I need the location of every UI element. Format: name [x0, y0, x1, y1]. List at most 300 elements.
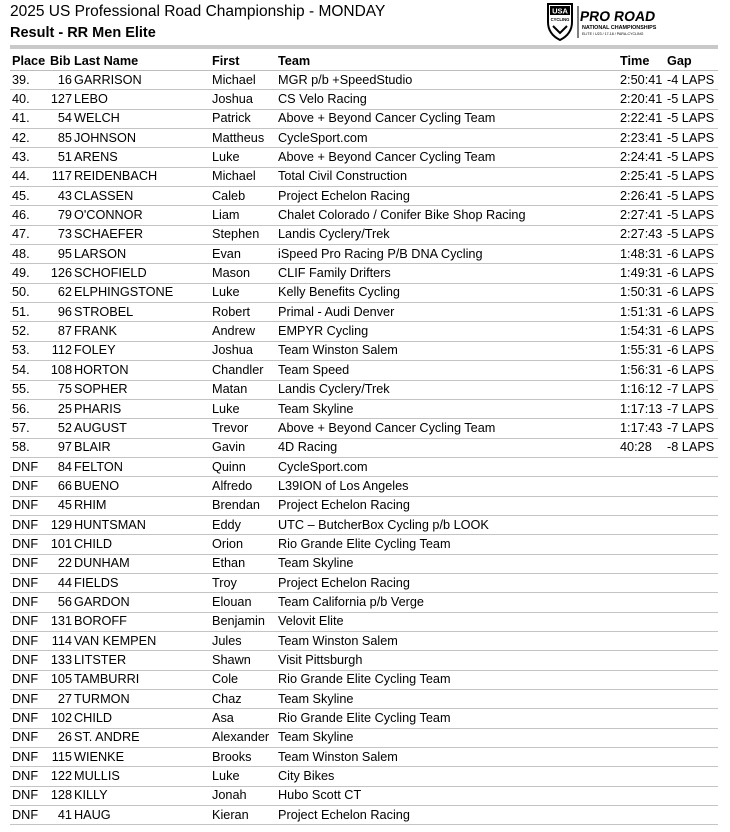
- place-cell: DNF: [10, 690, 48, 709]
- time-cell: 2:50:41: [618, 71, 665, 90]
- gap-cell: -7 LAPS: [665, 380, 718, 399]
- team-cell: Visit Pittsburgh: [276, 651, 618, 670]
- last-name-cell: LEBO: [72, 90, 210, 109]
- table-row: [10, 631, 718, 650]
- bib-cell: 115: [48, 748, 72, 767]
- first-name-cell: Troy: [210, 573, 276, 592]
- table-row: [10, 187, 718, 206]
- first-name-cell: Luke: [210, 399, 276, 418]
- gap-cell: -5 LAPS: [665, 129, 718, 148]
- column-header-bib: Bib: [48, 51, 72, 71]
- table-row: [10, 670, 718, 689]
- first-name-cell: Mason: [210, 264, 276, 283]
- gap-cell: -7 LAPS: [665, 419, 718, 438]
- last-name-cell: FOLEY: [72, 341, 210, 360]
- team-cell: L39ION of Los Angeles: [276, 477, 618, 496]
- gap-cell: -5 LAPS: [665, 187, 718, 206]
- last-name-cell: LARSON: [72, 245, 210, 264]
- last-name-cell: ARENS: [72, 148, 210, 167]
- time-cell: [618, 690, 665, 709]
- place-cell: DNF: [10, 612, 48, 631]
- gap-cell: [665, 631, 718, 650]
- place-cell: 46.: [10, 206, 48, 225]
- team-cell: Rio Grande Elite Cycling Team: [276, 535, 618, 554]
- last-name-cell: LITSTER: [72, 651, 210, 670]
- place-cell: 52.: [10, 322, 48, 341]
- gap-cell: [665, 477, 718, 496]
- logo-subtagline: ELITE / U23 / 17-18 / PARA-CYCLING: [582, 32, 644, 36]
- team-cell: Chalet Colorado / Conifer Bike Shop Racing: [276, 206, 618, 225]
- last-name-cell: GARRISON: [72, 71, 210, 90]
- place-cell: 50.: [10, 283, 48, 302]
- team-cell: Team Winston Salem: [276, 748, 618, 767]
- table-row: [10, 245, 718, 264]
- gap-cell: -5 LAPS: [665, 167, 718, 186]
- first-name-cell: Chaz: [210, 690, 276, 709]
- first-name-cell: Brendan: [210, 496, 276, 515]
- gap-cell: [665, 709, 718, 728]
- team-cell: Rio Grande Elite Cycling Team: [276, 709, 618, 728]
- time-cell: 2:26:41: [618, 187, 665, 206]
- column-header-place: Place: [10, 51, 48, 71]
- first-name-cell: Jonah: [210, 786, 276, 805]
- time-cell: [618, 496, 665, 515]
- place-cell: DNF: [10, 593, 48, 612]
- first-name-cell: Chandler: [210, 361, 276, 380]
- time-cell: [618, 806, 665, 825]
- place-cell: 42.: [10, 129, 48, 148]
- time-cell: [618, 573, 665, 592]
- team-cell: CLIF Family Drifters: [276, 264, 618, 283]
- first-name-cell: Kieran: [210, 806, 276, 825]
- gap-cell: [665, 670, 718, 689]
- bib-cell: 73: [48, 225, 72, 244]
- place-cell: 44.: [10, 167, 48, 186]
- table-row: [10, 90, 718, 109]
- last-name-cell: WIENKE: [72, 748, 210, 767]
- bib-cell: 43: [48, 187, 72, 206]
- results-body: [10, 71, 718, 825]
- first-name-cell: Shawn: [210, 651, 276, 670]
- gap-cell: -6 LAPS: [665, 322, 718, 341]
- time-cell: [618, 786, 665, 805]
- time-cell: 1:16:12: [618, 380, 665, 399]
- usa-cycling-pro-road-logo: [546, 2, 666, 42]
- logo-brand: PRO ROAD: [578, 8, 657, 24]
- place-cell: DNF: [10, 806, 48, 825]
- place-cell: DNF: [10, 767, 48, 786]
- place-cell: DNF: [10, 477, 48, 496]
- time-cell: 1:56:31: [618, 361, 665, 380]
- first-name-cell: Caleb: [210, 187, 276, 206]
- gap-cell: -5 LAPS: [665, 109, 718, 128]
- team-cell: Above + Beyond Cancer Cycling Team: [276, 109, 618, 128]
- table-row: [10, 457, 718, 476]
- bib-cell: 41: [48, 806, 72, 825]
- logo-graphic: [546, 2, 666, 42]
- gap-cell: [665, 496, 718, 515]
- first-name-cell: Cole: [210, 670, 276, 689]
- place-cell: DNF: [10, 496, 48, 515]
- time-cell: 1:48:31: [618, 245, 665, 264]
- column-header-last-name: Last Name: [72, 51, 210, 71]
- table-row: [10, 148, 718, 167]
- bib-cell: 126: [48, 264, 72, 283]
- place-cell: 53.: [10, 341, 48, 360]
- last-name-cell: AUGUST: [72, 419, 210, 438]
- table-header-row: [10, 51, 718, 71]
- last-name-cell: CHILD: [72, 535, 210, 554]
- first-name-cell: Elouan: [210, 593, 276, 612]
- first-name-cell: Joshua: [210, 90, 276, 109]
- bib-cell: 96: [48, 303, 72, 322]
- first-name-cell: Trevor: [210, 419, 276, 438]
- bib-cell: 128: [48, 786, 72, 805]
- table-row: [10, 225, 718, 244]
- table-row: [10, 322, 718, 341]
- time-cell: 1:50:31: [618, 283, 665, 302]
- bib-cell: 51: [48, 148, 72, 167]
- gap-cell: -8 LAPS: [665, 438, 718, 457]
- place-cell: 39.: [10, 71, 48, 90]
- last-name-cell: HORTON: [72, 361, 210, 380]
- table-row: [10, 651, 718, 670]
- first-name-cell: Ethan: [210, 554, 276, 573]
- last-name-cell: DUNHAM: [72, 554, 210, 573]
- last-name-cell: MULLIS: [72, 767, 210, 786]
- first-name-cell: Quinn: [210, 457, 276, 476]
- table-row: [10, 806, 718, 825]
- table-row: [10, 341, 718, 360]
- team-cell: City Bikes: [276, 767, 618, 786]
- bib-cell: 97: [48, 438, 72, 457]
- bib-cell: 129: [48, 515, 72, 534]
- team-cell: CycleSport.com: [276, 129, 618, 148]
- first-name-cell: Andrew: [210, 322, 276, 341]
- time-cell: [618, 457, 665, 476]
- team-cell: Team Winston Salem: [276, 631, 618, 650]
- first-name-cell: Patrick: [210, 109, 276, 128]
- gap-cell: -6 LAPS: [665, 361, 718, 380]
- team-cell: Team Skyline: [276, 399, 618, 418]
- first-name-cell: Mattheus: [210, 129, 276, 148]
- team-cell: MGR p/b +SpeedStudio: [276, 71, 618, 90]
- time-cell: 2:22:41: [618, 109, 665, 128]
- place-cell: DNF: [10, 515, 48, 534]
- table-row: [10, 612, 718, 631]
- place-cell: 43.: [10, 148, 48, 167]
- place-cell: DNF: [10, 786, 48, 805]
- results-table: [10, 51, 718, 825]
- time-cell: 2:24:41: [618, 148, 665, 167]
- first-name-cell: Michael: [210, 71, 276, 90]
- table-row: [10, 71, 718, 90]
- last-name-cell: FELTON: [72, 457, 210, 476]
- gap-cell: [665, 767, 718, 786]
- bib-cell: 117: [48, 167, 72, 186]
- gap-cell: [665, 728, 718, 747]
- team-cell: iSpeed Pro Racing P/B DNA Cycling: [276, 245, 618, 264]
- first-name-cell: Luke: [210, 148, 276, 167]
- first-name-cell: Luke: [210, 767, 276, 786]
- place-cell: DNF: [10, 631, 48, 650]
- column-header-time: Time: [618, 51, 665, 71]
- document-header: [10, 2, 720, 42]
- last-name-cell: ELPHINGSTONE: [72, 283, 210, 302]
- gap-cell: -6 LAPS: [665, 341, 718, 360]
- bib-cell: 114: [48, 631, 72, 650]
- team-cell: Project Echelon Racing: [276, 496, 618, 515]
- last-name-cell: FIELDS: [72, 573, 210, 592]
- bib-cell: 26: [48, 728, 72, 747]
- team-cell: CycleSport.com: [276, 457, 618, 476]
- team-cell: Project Echelon Racing: [276, 573, 618, 592]
- first-name-cell: Michael: [210, 167, 276, 186]
- team-cell: UTC – ButcherBox Cycling p/b LOOK: [276, 515, 618, 534]
- team-cell: Rio Grande Elite Cycling Team: [276, 670, 618, 689]
- time-cell: 40:28: [618, 438, 665, 457]
- team-cell: CS Velo Racing: [276, 90, 618, 109]
- time-cell: [618, 709, 665, 728]
- table-row: [10, 109, 718, 128]
- place-cell: 48.: [10, 245, 48, 264]
- last-name-cell: JOHNSON: [72, 129, 210, 148]
- place-cell: DNF: [10, 554, 48, 573]
- first-name-cell: Robert: [210, 303, 276, 322]
- table-row: [10, 361, 718, 380]
- bib-cell: 108: [48, 361, 72, 380]
- last-name-cell: O'CONNOR: [72, 206, 210, 225]
- last-name-cell: WELCH: [72, 109, 210, 128]
- column-header-first: First: [210, 51, 276, 71]
- bib-cell: 122: [48, 767, 72, 786]
- place-cell: DNF: [10, 748, 48, 767]
- bib-cell: 62: [48, 283, 72, 302]
- team-cell: Primal - Audi Denver: [276, 303, 618, 322]
- place-cell: 51.: [10, 303, 48, 322]
- place-cell: 41.: [10, 109, 48, 128]
- table-row: [10, 554, 718, 573]
- team-cell: Project Echelon Racing: [276, 187, 618, 206]
- place-cell: 57.: [10, 419, 48, 438]
- last-name-cell: BLAIR: [72, 438, 210, 457]
- result-subtitle: Result - RR Men Elite: [10, 25, 156, 41]
- team-cell: Hubo Scott CT: [276, 786, 618, 805]
- table-row: [10, 709, 718, 728]
- time-cell: 1:55:31: [618, 341, 665, 360]
- bib-cell: 127: [48, 90, 72, 109]
- bib-cell: 105: [48, 670, 72, 689]
- time-cell: [618, 748, 665, 767]
- bib-cell: 54: [48, 109, 72, 128]
- place-cell: DNF: [10, 457, 48, 476]
- time-cell: 2:27:41: [618, 206, 665, 225]
- bib-cell: 95: [48, 245, 72, 264]
- time-cell: [618, 728, 665, 747]
- gap-cell: -5 LAPS: [665, 148, 718, 167]
- place-cell: 47.: [10, 225, 48, 244]
- bib-cell: 101: [48, 535, 72, 554]
- time-cell: 2:23:41: [618, 129, 665, 148]
- gap-cell: -6 LAPS: [665, 283, 718, 302]
- team-cell: Team Skyline: [276, 554, 618, 573]
- place-cell: 58.: [10, 438, 48, 457]
- page-title: 2025 US Professional Road Championship - MONDAY: [10, 3, 386, 20]
- last-name-cell: KILLY: [72, 786, 210, 805]
- last-name-cell: CLASSEN: [72, 187, 210, 206]
- last-name-cell: STROBEL: [72, 303, 210, 322]
- place-cell: 49.: [10, 264, 48, 283]
- last-name-cell: BOROFF: [72, 612, 210, 631]
- first-name-cell: Joshua: [210, 341, 276, 360]
- time-cell: [618, 554, 665, 573]
- place-cell: DNF: [10, 651, 48, 670]
- gap-cell: -5 LAPS: [665, 206, 718, 225]
- bib-cell: 44: [48, 573, 72, 592]
- bib-cell: 56: [48, 593, 72, 612]
- team-cell: Team Skyline: [276, 728, 618, 747]
- team-cell: Above + Beyond Cancer Cycling Team: [276, 419, 618, 438]
- last-name-cell: PHARIS: [72, 399, 210, 418]
- table-row: [10, 438, 718, 457]
- bib-cell: 66: [48, 477, 72, 496]
- last-name-cell: FRANK: [72, 322, 210, 341]
- gap-cell: -5 LAPS: [665, 225, 718, 244]
- table-row: [10, 477, 718, 496]
- team-cell: Kelly Benefits Cycling: [276, 283, 618, 302]
- gap-cell: [665, 593, 718, 612]
- team-cell: Team Skyline: [276, 690, 618, 709]
- table-row: [10, 206, 718, 225]
- table-row: [10, 264, 718, 283]
- gap-cell: -5 LAPS: [665, 90, 718, 109]
- team-cell: EMPYR Cycling: [276, 322, 618, 341]
- team-cell: Total Civil Construction: [276, 167, 618, 186]
- gap-cell: -7 LAPS: [665, 399, 718, 418]
- column-header-gap: Gap: [665, 51, 718, 71]
- column-header-team: Team: [276, 51, 618, 71]
- team-cell: Project Echelon Racing: [276, 806, 618, 825]
- table-row: [10, 380, 718, 399]
- gap-cell: [665, 535, 718, 554]
- bib-cell: 87: [48, 322, 72, 341]
- time-cell: [618, 593, 665, 612]
- place-cell: DNF: [10, 535, 48, 554]
- gap-cell: -6 LAPS: [665, 245, 718, 264]
- place-cell: 40.: [10, 90, 48, 109]
- gap-cell: [665, 612, 718, 631]
- bib-cell: 22: [48, 554, 72, 573]
- team-cell: Team Winston Salem: [276, 341, 618, 360]
- bib-cell: 84: [48, 457, 72, 476]
- bib-cell: 45: [48, 496, 72, 515]
- time-cell: [618, 670, 665, 689]
- team-cell: Landis Cyclery/Trek: [276, 225, 618, 244]
- table-row: [10, 496, 718, 515]
- gap-cell: [665, 457, 718, 476]
- time-cell: 2:20:41: [618, 90, 665, 109]
- table-row: [10, 767, 718, 786]
- first-name-cell: Liam: [210, 206, 276, 225]
- first-name-cell: Benjamin: [210, 612, 276, 631]
- time-cell: [618, 767, 665, 786]
- table-row: [10, 399, 718, 418]
- last-name-cell: HAUG: [72, 806, 210, 825]
- gap-cell: -6 LAPS: [665, 264, 718, 283]
- time-cell: [618, 477, 665, 496]
- last-name-cell: SOPHER: [72, 380, 210, 399]
- first-name-cell: Eddy: [210, 515, 276, 534]
- first-name-cell: Alexander: [210, 728, 276, 747]
- time-cell: [618, 631, 665, 650]
- gap-cell: [665, 748, 718, 767]
- team-cell: Team California p/b Verge: [276, 593, 618, 612]
- place-cell: 45.: [10, 187, 48, 206]
- gap-cell: [665, 651, 718, 670]
- time-cell: 1:17:13: [618, 399, 665, 418]
- table-row: [10, 728, 718, 747]
- place-cell: 55.: [10, 380, 48, 399]
- logo-badge-top: USA: [552, 6, 568, 16]
- bib-cell: 85: [48, 129, 72, 148]
- first-name-cell: Stephen: [210, 225, 276, 244]
- first-name-cell: Orion: [210, 535, 276, 554]
- team-cell: 4D Racing: [276, 438, 618, 457]
- first-name-cell: Matan: [210, 380, 276, 399]
- time-cell: 1:51:31: [618, 303, 665, 322]
- first-name-cell: Alfredo: [210, 477, 276, 496]
- place-cell: 56.: [10, 399, 48, 418]
- time-cell: 1:54:31: [618, 322, 665, 341]
- table-row: [10, 535, 718, 554]
- gap-cell: -6 LAPS: [665, 303, 718, 322]
- last-name-cell: ST. ANDRE: [72, 728, 210, 747]
- last-name-cell: HUNTSMAN: [72, 515, 210, 534]
- table-row: [10, 419, 718, 438]
- place-cell: 54.: [10, 361, 48, 380]
- bib-cell: 79: [48, 206, 72, 225]
- table-row: [10, 748, 718, 767]
- table-row: [10, 786, 718, 805]
- place-cell: DNF: [10, 670, 48, 689]
- team-cell: Team Speed: [276, 361, 618, 380]
- first-name-cell: Jules: [210, 631, 276, 650]
- time-cell: 1:17:43: [618, 419, 665, 438]
- place-cell: DNF: [10, 709, 48, 728]
- header-divider: [10, 45, 718, 49]
- gap-cell: [665, 806, 718, 825]
- first-name-cell: Luke: [210, 283, 276, 302]
- place-cell: DNF: [10, 728, 48, 747]
- last-name-cell: TURMON: [72, 690, 210, 709]
- gap-cell: [665, 554, 718, 573]
- logo-badge-bottom: CYCLING: [550, 17, 570, 22]
- gap-cell: [665, 786, 718, 805]
- bib-cell: 133: [48, 651, 72, 670]
- time-cell: [618, 612, 665, 631]
- gap-cell: [665, 515, 718, 534]
- bib-cell: 25: [48, 399, 72, 418]
- last-name-cell: RHIM: [72, 496, 210, 515]
- first-name-cell: Asa: [210, 709, 276, 728]
- time-cell: 1:49:31: [618, 264, 665, 283]
- bib-cell: 27: [48, 690, 72, 709]
- team-cell: Landis Cyclery/Trek: [276, 380, 618, 399]
- time-cell: [618, 651, 665, 670]
- table-row: [10, 303, 718, 322]
- first-name-cell: Evan: [210, 245, 276, 264]
- gap-cell: -4 LAPS: [665, 71, 718, 90]
